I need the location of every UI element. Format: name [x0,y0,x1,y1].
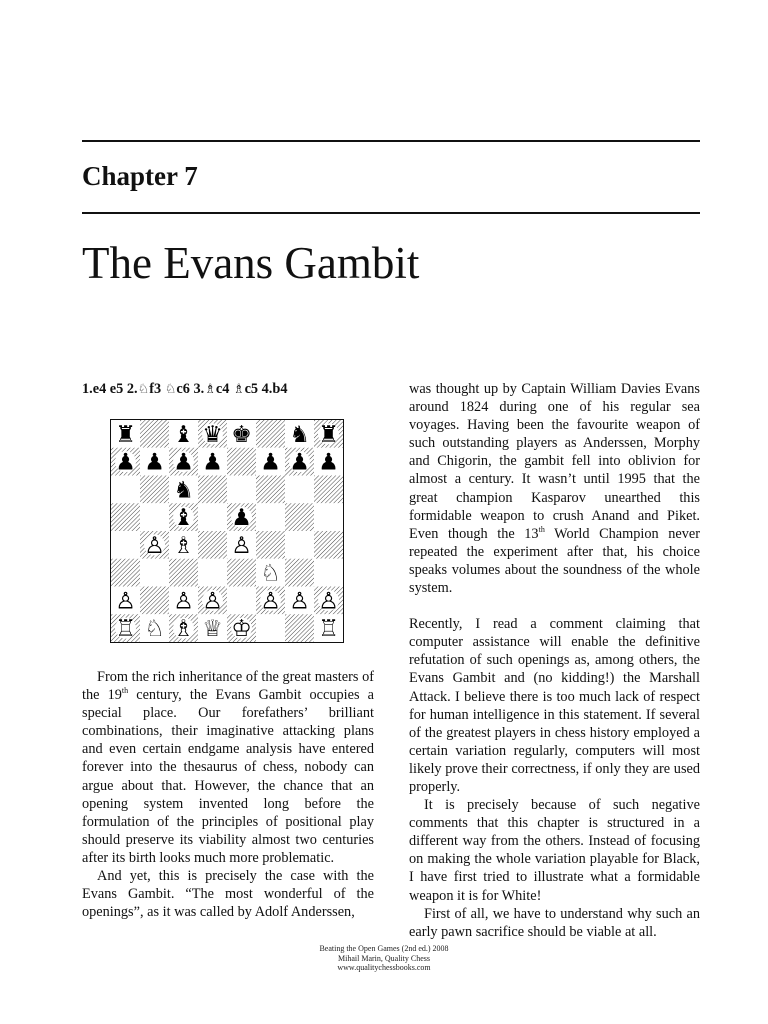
chess-piece: ♕ [202,616,223,642]
paragraph: First of all, we have to understand why such an early pawn sacrifice should be viable at all. [409,905,700,940]
paragraph: was thought up by Captain William Davies Evans around 1824 during one of his regular sea voyages. Having been the favourite weapon of such outstanding players as Anderssen, Morphy and Chigorin, the gambit fell into oblivion for almost a century. It wasn’t until 1995 that the great champion Kasparov unearthed this formidable weapon to crush Anand and Piket. Even though the 13th World Champion never repeated the experiment after that, his choice speaks volumes about the soundness of the whole system. [409,381,700,597]
dark-square [198,476,227,504]
chess-piece: ♝ [173,421,194,448]
chess-piece: ♜ [318,421,339,448]
light-square [198,559,227,587]
piece-figurine: ♗ [204,382,216,397]
dark-square [256,420,285,448]
chapter-title: The Evans Gambit [82,238,420,288]
light-square [111,531,140,559]
chess-piece: ♙ [115,588,136,615]
dark-square [227,559,256,587]
right-column [409,380,700,941]
light-square [227,476,256,504]
chess-piece: ♜ [115,421,136,448]
chess-piece: ♖ [115,616,136,642]
chapter-label: Chapter 7 [82,161,198,191]
chess-diagram [110,419,344,643]
move-text: c5 4.b4 [244,381,288,397]
piece-figurine: ♗ [232,382,245,397]
opening-moves [82,381,287,398]
chess-piece: ♗ [173,616,194,642]
dark-square [140,476,169,504]
light-square [198,503,227,531]
chess-piece: ♙ [144,532,165,559]
move-text: f3 [149,381,165,397]
light-square [140,503,169,531]
dark-square [314,476,343,504]
dark-square [285,503,314,531]
chess-piece: ♔ [231,616,252,642]
chess-piece: ♟ [318,449,339,476]
dark-square [198,531,227,559]
move-text: c4 [215,381,233,397]
top-rule [82,140,700,142]
light-square [314,503,343,531]
dark-square [314,531,343,559]
dark-square [256,531,285,559]
chess-piece: ♟ [202,449,223,476]
chess-piece: ♚ [231,421,252,448]
footer-line: Beating the Open Games (2nd ed.) 2008 [319,944,449,953]
light-square [314,559,343,587]
piece-figurine: ♘ [164,382,177,397]
page-footer [0,944,768,973]
light-square [111,476,140,504]
chess-piece: ♟ [115,449,136,476]
chess-piece: ♗ [173,532,194,559]
chess-piece: ♘ [144,616,165,642]
chess-piece: ♙ [318,588,339,615]
dark-square [256,476,285,504]
chess-piece: ♙ [173,588,194,615]
chess-piece: ♛ [202,421,223,448]
light-square [256,503,285,531]
paragraph: From the rich inheritance of the great masters of the 19th century, the Evans Gambit occupies a special place. Our forefathers’ brilliant combinations, their imaginative attacking plans and even certain endgame analysis have entered forever into the thesaurus of chess, nobody can argue about that. However, the chance that an opening system invented long before the formulation of the principles of positional play should preserve its viability almost two centuries after its birth looks much more problematic. [82,669,374,866]
dark-square [140,420,169,448]
paragraph: And yet, this is precisely the case with the Evans Gambit. “The most wonderful of the openings”, as it was called by Adolf Anderssen, [82,868,374,921]
chess-piece: ♙ [202,588,223,615]
chess-piece: ♙ [289,588,310,615]
dark-square [285,559,314,587]
chess-piece: ♞ [173,477,194,504]
dark-square [169,559,198,587]
dark-square [111,559,140,587]
chess-piece: ♟ [173,449,194,476]
piece-figurine: ♘ [137,382,150,397]
chess-piece: ♝ [173,505,194,532]
footer-line: www.qualitychessbooks.com [337,963,431,972]
dark-square [140,587,169,615]
dark-square [285,614,314,642]
left-column [82,668,374,921]
chess-piece: ♟ [144,449,165,476]
chess-piece: ♟ [260,449,281,476]
chess-piece: ♞ [289,421,310,448]
chess-piece: ♙ [260,588,281,615]
move-text: 1.e4 e5 2. [82,381,138,397]
light-square [256,614,285,642]
chess-piece: ♟ [289,449,310,476]
chess-piece: ♖ [318,616,339,642]
light-square [285,476,314,504]
light-square [285,531,314,559]
footer-line: Mihail Marin, Quality Chess [338,953,430,963]
light-square [227,587,256,615]
chess-piece: ♟ [231,505,252,532]
paragraph: Recently, I read a comment claiming that computer assistance will enable the definitive refutation of such openings as, among others, the Evans Gambit and (no kidding!) the Marshall Attack. I believe there is too much lack of respect for human intelligence in this statement. If several of the greatest players in chess history employed a certain variation regularly, computers will most likely prove their correctness, if only they are used properly. [409,616,700,795]
dark-square [227,448,256,476]
chess-piece: ♙ [231,532,252,559]
dark-square [111,503,140,531]
light-square [140,559,169,587]
chess-piece: ♘ [260,560,281,587]
bottom-rule [82,212,700,214]
move-text: c6 3. [176,381,205,397]
paragraph: It is precisely because of such negative comments that this chapter is structured in a different way from the others. Instead of focusing on making the whole variation playable for Black, I have first tried to illustrate what a formidable weapon it is for White! [409,797,700,904]
